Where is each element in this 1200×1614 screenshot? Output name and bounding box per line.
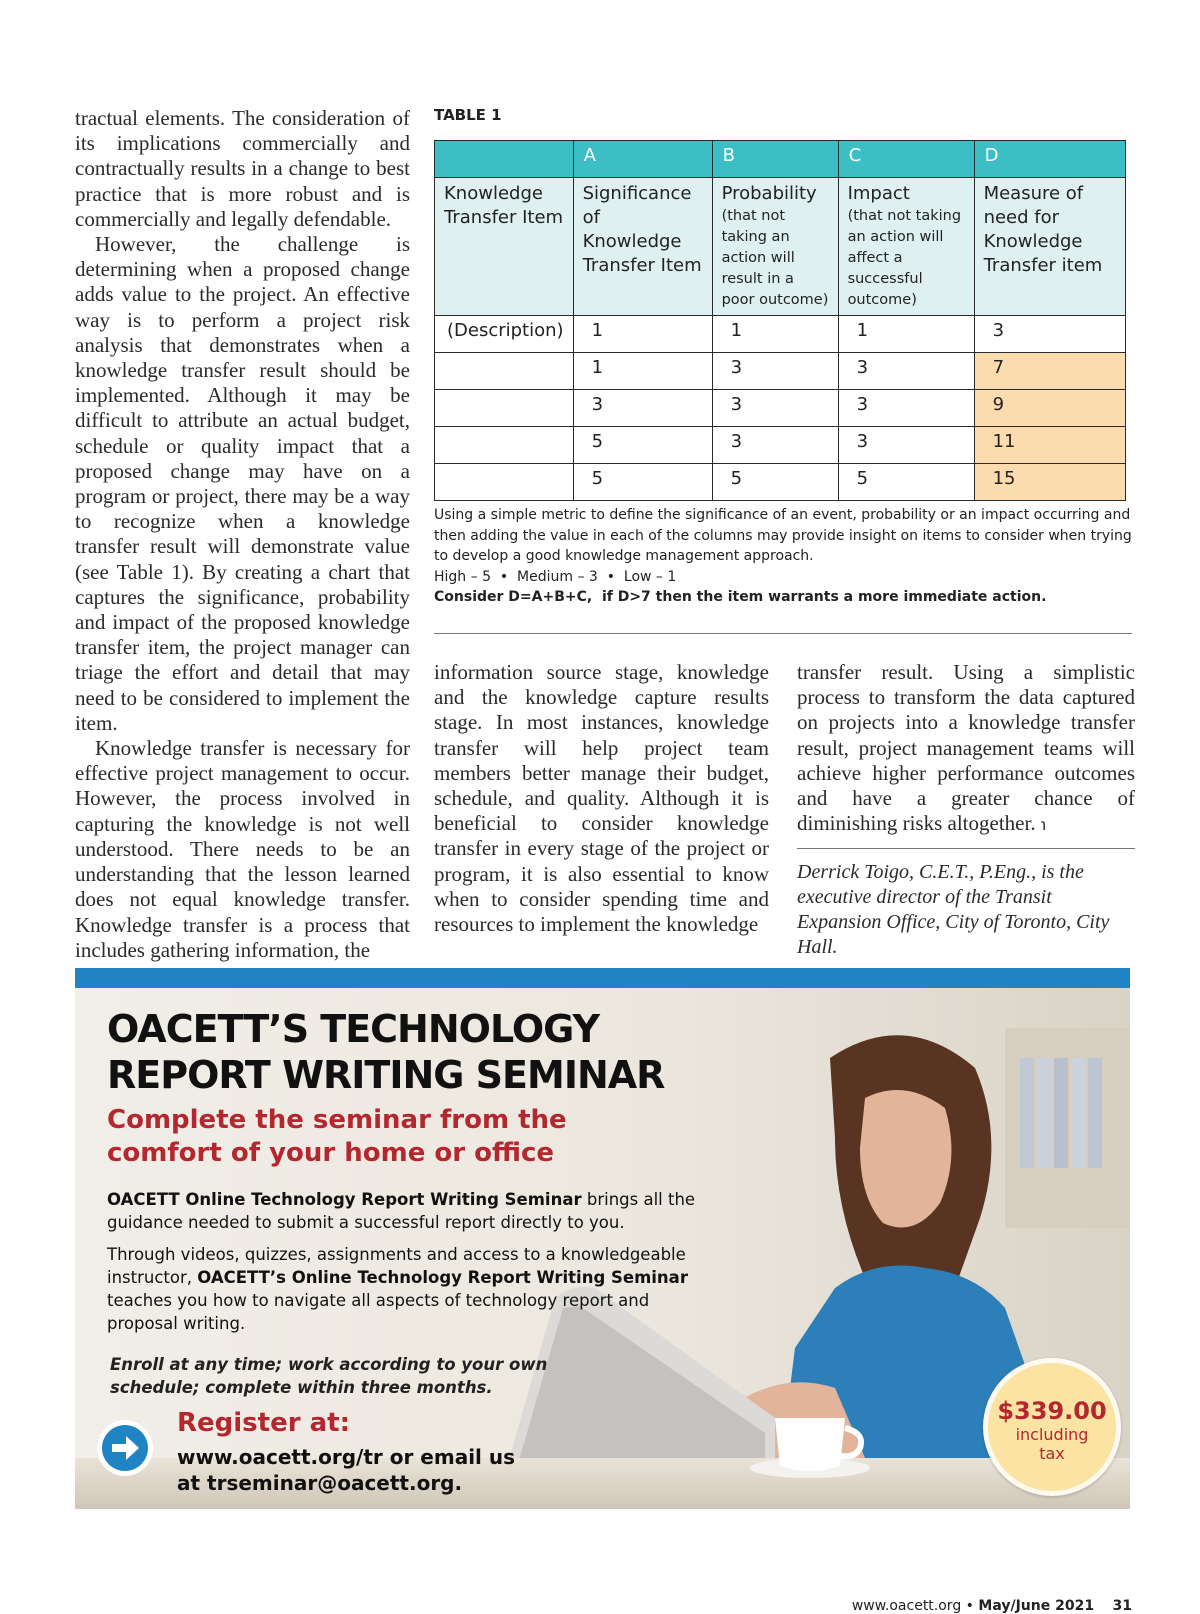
header-main: Impact [847,183,910,204]
register-link[interactable] [177,1444,515,1496]
table-letter-cell: C [838,141,974,178]
table-cell: 3 [712,353,838,390]
ad-title [107,1006,664,1098]
ad-subtitle-line: comfort of your home or office [107,1138,555,1168]
table-header-cell [435,178,574,316]
ad-subtitle [107,1104,567,1170]
ad-title-line: OACETT’S TECHNOLOGY [107,1007,599,1051]
table-caption [434,505,1134,608]
price-badge [983,1358,1121,1496]
register-link-line[interactable]: www.oacett.org/tr or email us [177,1445,516,1469]
table-row [435,427,1126,464]
footer-separator: • [965,1598,974,1614]
table-cell: 11 [974,427,1125,464]
ad-description-bold: OACETT Online Technology Report Writing Seminar [107,1190,582,1209]
table-header-cell [974,178,1125,316]
table-header-row [435,178,1126,316]
table-letter-row [435,141,1126,178]
table-row [435,464,1126,501]
ad-description [107,1188,707,1234]
page-number: 31 [1112,1598,1132,1614]
ad-subtitle-line: Complete the seminar from the [107,1105,567,1135]
author-divider [797,848,1135,849]
table-cell: (Description) [435,316,574,353]
table-cell: 1 [573,353,712,390]
arrow-right-icon[interactable] [95,1418,155,1478]
article-paragraph [797,660,1135,837]
table-cell [435,427,574,464]
table-cell: 3 [974,316,1125,353]
register-label: Register at: [177,1408,350,1438]
end-mark-icon: ℩ [1040,815,1047,835]
seminar-advertisement[interactable] [75,968,1130,1509]
ad-enroll-note: Enroll at any time; work according to your own schedule; complete within three months. [110,1355,548,1397]
table-row [435,353,1126,390]
header-sub: (that not taking an action will affect a successful outcome) [847,208,962,308]
article-paragraph: However, the challenge is determining when a proposed change adds value to the project. An effective way is to perform a project risk analysis that demonstrates when a knowledge transfer result should be implemented. Although it may be difficult to attribute an actual budget, schedule or quality impact that a proposed change may have on a program or project, there may be a way to recognize when a knowledge transfer result will demonstrate value (see Table 1). By creating a chart that captures the significance, probability and impact of the proposed knowledge transfer item, the project manager can triage the effort and detail that may need to be considered to implement the item. [75,232,410,735]
page-footer [0,1598,1132,1614]
table-header-cell [712,178,838,316]
table-header-cell [573,178,712,316]
table-cell: 3 [838,390,974,427]
table-row [435,390,1126,427]
header-sub: (that not taking an action will result in a poor outcome) [721,208,829,308]
article-middle-column [434,660,769,937]
table-cell: 5 [573,427,712,464]
section-divider [434,633,1132,634]
ad-description-text: teaches you how to navigate all aspects of technology report and proposal writing. [107,1291,650,1333]
table-letter-cell: D [974,141,1125,178]
table-cell: 1 [573,316,712,353]
ad-description [107,1243,707,1335]
table-letter-cell: A [573,141,712,178]
table-cell: 3 [838,353,974,390]
table-row [435,316,1126,353]
table-note: Using a simple metric to define the significance of an event, probability or an impact occurring and then adding the value in each of the columns may provide insight on items to consider when trying to develop a good knowledge management approach. [434,507,1132,564]
table-cell: 3 [573,390,712,427]
table-header-cell [838,178,974,316]
table-cell: 5 [573,464,712,501]
header-main: Knowledge Transfer Item [444,183,564,228]
header-main: Measure of need for Knowledge Transfer item [983,183,1103,276]
table-letter-cell [435,141,574,178]
article-left-column [75,106,410,963]
price-amount: $339.00 [997,1397,1107,1425]
table-cell: 7 [974,353,1125,390]
table-formula: Consider D=A+B+C, if D>7 then the item warrants a more immediate action. [434,589,1047,605]
article-paragraph: information source stage, knowledge and the knowledge capture results stage. In most instances, knowledge transfer will help project team members better manage their budget, schedule, and quality. Although it is beneficial to consider knowledge transfer in every stage of the project or program, it is also essential to know when to consider spending time and resources to implement the knowledge [434,660,769,937]
table-cell: 3 [712,390,838,427]
table-cell: 15 [974,464,1125,501]
article-paragraph-text: transfer result. Using a simplistic process to transform the data captured on projects into a knowledge transfer result, project management teams will achieve higher performance outcomes and have a greater chance of diminishing risks altogether. [797,660,1135,836]
author-bio: Derrick Toigo, C.E.T., P.Eng., is the executive director of the Transit Expansion Office, City of Toronto, City Hall. [797,861,1110,958]
ad-description-text: brings all the guidance needed to submit a successful report directly to you. [107,1190,696,1232]
table-cell: 5 [838,464,974,501]
header-main: Significance of Knowledge Transfer Item [582,183,702,276]
table-cell: 3 [712,427,838,464]
article-right-column [797,660,1135,837]
ad-description-text: Through videos, quizzes, assignments and access to a knowledgeable instructor, [107,1245,686,1287]
table-cell: 3 [838,427,974,464]
table-letter-cell: B [712,141,838,178]
register-email-line[interactable]: at trseminar@oacett.org. [177,1471,463,1495]
table-scale: High – 5 • Medium – 3 • Low – 1 [434,568,677,585]
table-cell [435,390,574,427]
price-note: tax [1039,1444,1065,1463]
table-cell: 5 [712,464,838,501]
ad-description-bold: OACETT’s Online Technology Report Writing Seminar [197,1268,688,1287]
footer-site[interactable]: www.oacett.org [851,1598,962,1614]
table-cell [435,464,574,501]
table-label: TABLE 1 [434,106,502,124]
price-note: including [1015,1425,1089,1444]
table-cell [435,353,574,390]
table-cell: 1 [838,316,974,353]
table-cell: 1 [712,316,838,353]
footer-issue: May/June 2021 [978,1598,1095,1614]
knowledge-transfer-table [434,140,1126,501]
ad-top-bar [75,968,1130,988]
ad-title-line: REPORT WRITING SEMINAR [107,1053,665,1097]
article-paragraph: Knowledge transfer is necessary for effective project management to occur. However, the process involved in capturing the knowledge is not well understood. There needs to be an understanding that the lesson learned does not equal knowledge transfer. Knowledge transfer is a process that includes gathering information, the [75,736,410,962]
article-paragraph: tractual elements. The consideration of its implications commercially and contractually results in a change to best practice that is more robust and is commercially and legally defendable. [75,106,410,231]
header-main: Probability [721,183,817,204]
table-cell: 9 [974,390,1125,427]
